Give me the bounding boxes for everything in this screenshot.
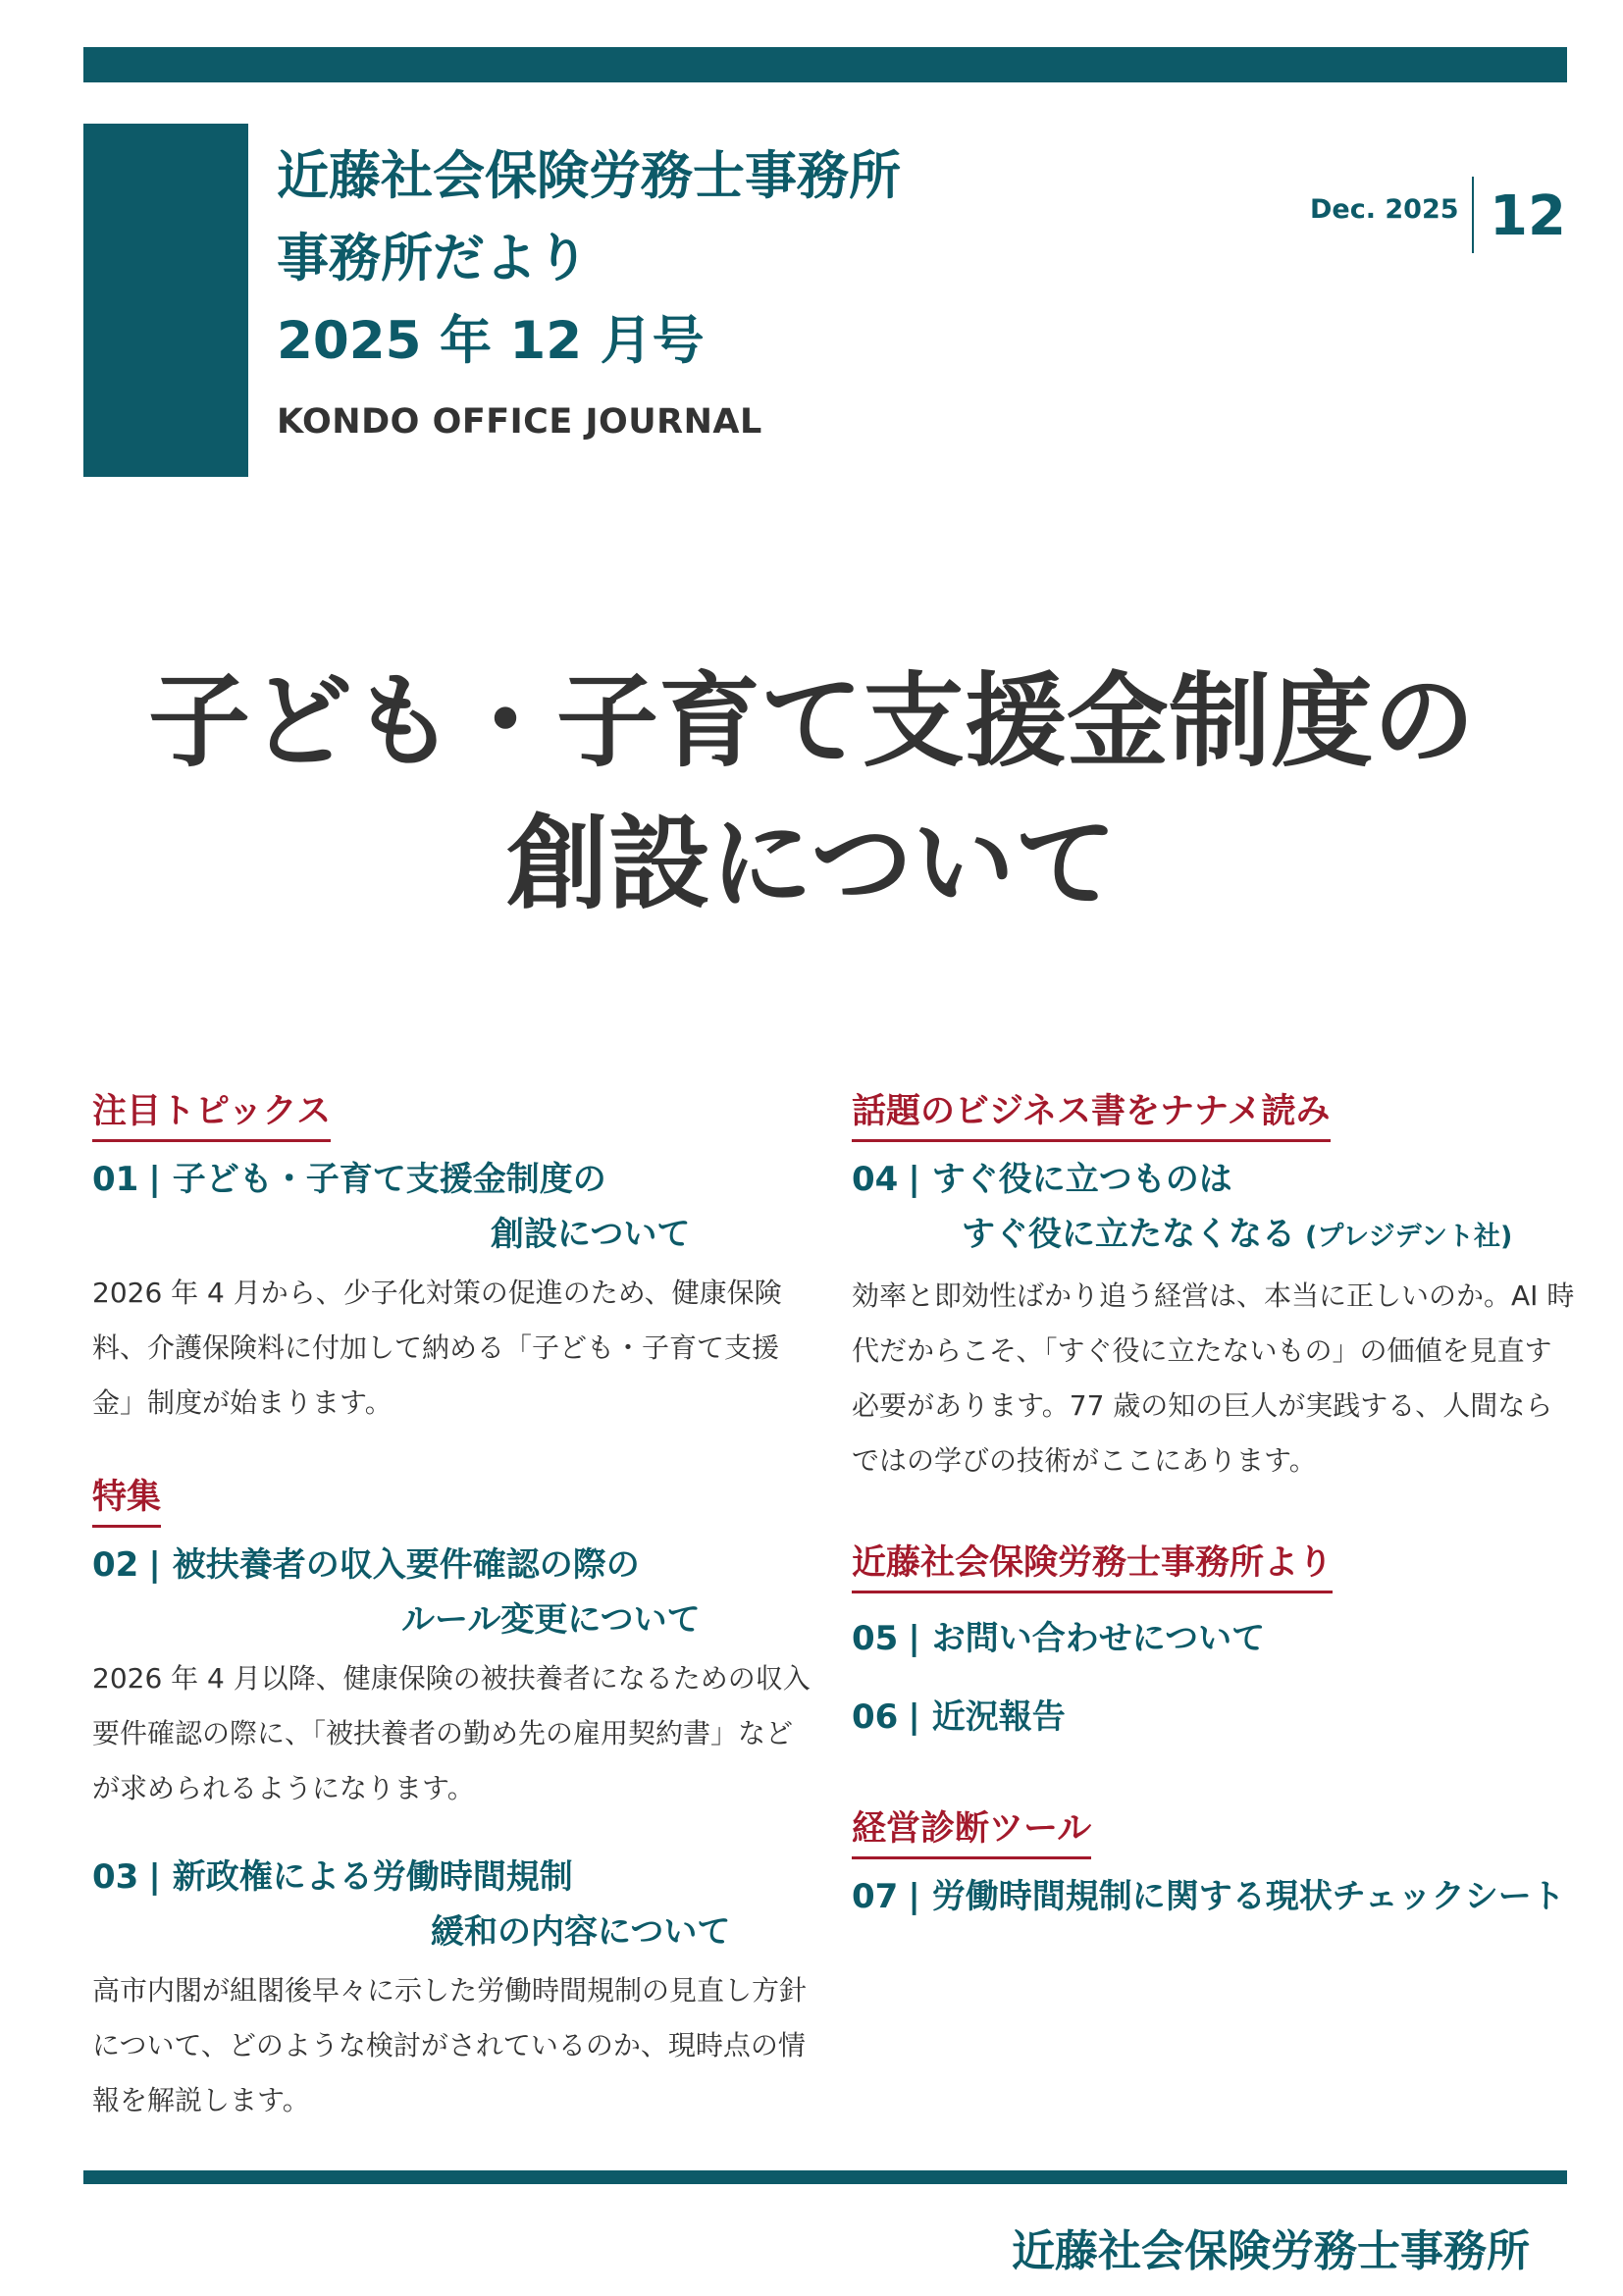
publisher: (プレジデント社) xyxy=(1305,1222,1513,1252)
toc-item-02[interactable] xyxy=(92,1538,818,1647)
item-number: 03 xyxy=(92,1857,139,1897)
item-number: 05 xyxy=(852,1619,899,1658)
item-title-line1: 近況報告 xyxy=(931,1697,1066,1737)
issue-date: Dec. 2025 xyxy=(1310,194,1459,225)
item-summary: 2026 年 4 月以降、健康保険の被扶養者になるための収入要件確認の際に、「被扶養者の勤め先の雇用契約書」などが求められるようになります。 xyxy=(92,1662,811,1804)
top-rule xyxy=(83,47,1567,82)
separator-bar: | xyxy=(908,1877,920,1916)
date-divider xyxy=(1472,177,1474,253)
item-title-line1: 被扶養者の収入要件確認の際の xyxy=(172,1545,640,1585)
item-number: 06 xyxy=(852,1697,899,1737)
separator-bar: | xyxy=(908,1697,920,1737)
item-summary: 高市内閣が組閣後早々に示した労働時間規制の見直し方針について、どのような検討がされているのか、現時点の情報を解説します。 xyxy=(92,1974,808,2116)
issue-number: 12 xyxy=(1490,184,1566,248)
separator-bar: | xyxy=(148,1857,161,1897)
item-title-line1: 労働時間規制に関する現状チェックシート xyxy=(931,1877,1565,1916)
item-number: 04 xyxy=(852,1160,899,1199)
newsletter-name: 事務所だより xyxy=(277,229,589,288)
item-number: 07 xyxy=(852,1877,899,1916)
separator-bar: | xyxy=(148,1160,161,1199)
toc-item-07[interactable] xyxy=(852,1869,1578,1924)
item-title-line2: 創設について xyxy=(491,1215,691,1254)
right-column xyxy=(852,1084,1578,1924)
item-summary: 効率と即効性ばかり追う経営は、本当に正しいのか。AI 時代だからこそ、「すぐ役に立たないもの」の価値を見直す必要があります。77 歳の知の巨人が実践する、人間ならではの学びの技術がここにあります。 xyxy=(852,1279,1575,1477)
item-number: 02 xyxy=(92,1545,139,1585)
section-heading-books: 話題のビジネス書をナナメ読み xyxy=(852,1084,1331,1142)
item-summary: 2026 年 4 月から、少子化対策の促進のため、健康保険料、介護保険料に付加して納める「子ども・子育て支援金」制度が始まります。 xyxy=(92,1277,782,1419)
toc-item-01[interactable] xyxy=(92,1152,818,1262)
toc-item-06[interactable] xyxy=(852,1690,1578,1745)
separator-bar: | xyxy=(908,1619,920,1658)
header-accent-block xyxy=(83,124,248,477)
toc-item-05[interactable] xyxy=(852,1611,1578,1666)
section-heading-office: 近藤社会保険労務士事務所より xyxy=(852,1536,1333,1593)
separator-bar: | xyxy=(148,1545,161,1585)
left-column xyxy=(92,1084,818,2128)
item-title-line1: お問い合わせについて xyxy=(931,1619,1266,1658)
office-name: 近藤社会保険労務士事務所 xyxy=(277,146,901,206)
section-heading-tool: 経営診断ツール xyxy=(852,1801,1091,1859)
item-title-line2: 緩和の内容について xyxy=(431,1912,731,1952)
headline-line-1: 子ども・子育て支援金制度の xyxy=(147,661,1475,781)
headline-line-2: 創設について xyxy=(506,804,1117,923)
item-title-line1: 新政権による労働時間規制 xyxy=(172,1857,573,1897)
bottom-rule xyxy=(83,2170,1567,2184)
journal-name: KONDO OFFICE JOURNAL xyxy=(277,402,762,442)
item-number: 01 xyxy=(92,1160,139,1199)
item-title-line2: ルール変更について xyxy=(401,1600,701,1640)
masthead xyxy=(277,135,901,442)
item-title-line1: すぐ役に立つものは xyxy=(931,1160,1232,1199)
toc-item-04[interactable] xyxy=(852,1152,1578,1265)
item-title-line1: 子ども・子育て支援金制度の xyxy=(172,1160,606,1199)
toc-item-03[interactable] xyxy=(92,1850,818,1959)
section-heading-topics: 注目トピックス xyxy=(92,1084,331,1142)
issue-title: 2025 年 12 月号 xyxy=(277,311,705,371)
item-title-line2: すぐ役に立たなくなる xyxy=(962,1215,1295,1254)
section-heading-feature: 特集 xyxy=(92,1470,161,1528)
footer-office-name: 近藤社会保険労務士事務所 xyxy=(1012,2226,1530,2276)
separator-bar: | xyxy=(908,1160,920,1199)
